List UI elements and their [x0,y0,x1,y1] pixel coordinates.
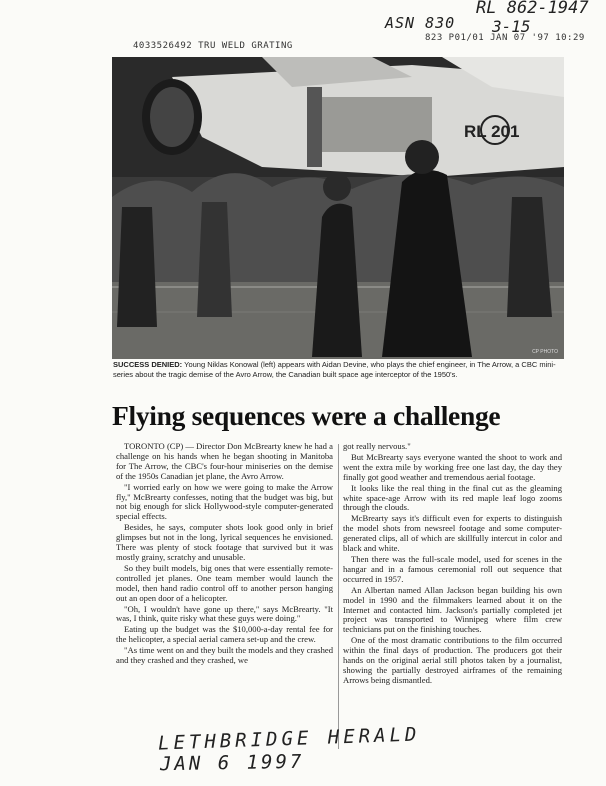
paragraph: got really nervous." [343,441,411,451]
paragraph: So they built models, big ones that were essentially remote-controlled jet planes. One team member would launch the model, then hand radio control off to another person hanging out an open door of a helicopter. [116,562,333,603]
paragraph: Then there was the full-scale model, used for scenes in the hangar and in a famous ceremonial roll out sequence that occurred in 1957. [343,553,562,584]
paragraph: It looks like the real thing in the final cut as the gleaming white space-age Arrow with its red maple leaf logo zooms through the clouds. [343,482,562,513]
handwritten-rl-number: RL 862-1947 [476,0,589,18]
paragraph: Eating up the budget was the $10,000-a-day rental fee for the helicopter, a special aerial camera set-up and the crew. [116,624,333,645]
paragraph: "As time went on and they built the models and they crashed and they crashed and they crashed, we [116,645,333,666]
photo-credit: CP PHOTO [532,349,558,355]
article-column-1 [116,442,333,667]
paragraph: One of the most dramatic contributions to the film occurred within the final days of production. The producers got their hands on the original aerial still photos taken by a journalist, showing the partially destroyed airframes of the remaining Arrows being dismantled. [343,635,562,685]
paragraph: Besides, he says, computer shots look good only in brief glimpses but not in the long, lyrical sequences he envisioned. There was plenty of stock footage that survived but it was mostly grainy, scratchy and unusable. [116,522,333,562]
paragraph: McBrearty says it's difficult even for experts to distinguish the model shots from newsreel footage and some computer-generated clips, all of which are skillfully intercut in color and black and white. [343,513,562,554]
news-photo [112,57,564,359]
paragraph: TORONTO (CP) — Director Don McBrearty knew he had a challenge on his hands when he began shooting in Manitoba for The Arrow, the CBC's four-hour miniseries on the demise of the 1950s Canadian jet plane, the Avro Arrow. [116,441,333,481]
handwritten-asn: ASN 830 [385,14,456,32]
handwritten-newspaper-name: LETHBRIDGE HERALD [157,723,421,755]
article-column-2 [343,442,562,687]
headline: Flying sequences were a challenge [112,400,501,431]
aircraft-marking: RL 201 [464,122,520,141]
paragraph: But McBrearty says everyone wanted the shoot to work and went the extra mile by working free one last day, the day they finally got good weather and tremendous aerial footage. [343,451,562,482]
handwritten-date-code: 3-15 [492,17,531,36]
paragraph: An Albertan named Allan Jackson began building his own model in 1990 and the filmmakers learned about it on the Internet and contacted him. Jackson's partially completed jet project was transported to Winnipeg where film crew technicians put on the finishing touches. [343,584,562,635]
caption-lead: SUCCESS DENIED: [113,360,183,369]
paragraph: "Oh, I wouldn't have gone up there," says McBrearty. "It was, I think, quite risky what these guys were doing." [116,603,333,624]
paragraph: "I worried early on how we were going to make the Arrow fly," McBrearty confesses, noting that the budget was big, but not big enough for slick Hollywood-style computer-generated special effects. [116,481,333,522]
photo-illustration [112,57,564,359]
fax-header-left: 4033526492 TRU WELD GRATING [133,41,293,51]
caption-text: Young Niklas Konowal (left) appears with Aidan Devine, who plays the chief engineer, in The Arrow, a CBC mini-series about the tragic demise of the Avro Arrow, the Canadian built space age interceptor of the 1950's. [113,360,556,379]
fax-header-right: 823 P01/01 JAN 07 '97 10:29 [425,33,585,43]
photo-caption [113,360,563,379]
column-divider [338,444,339,749]
handwritten-newspaper-date: JAN 6 1997 [159,750,305,776]
